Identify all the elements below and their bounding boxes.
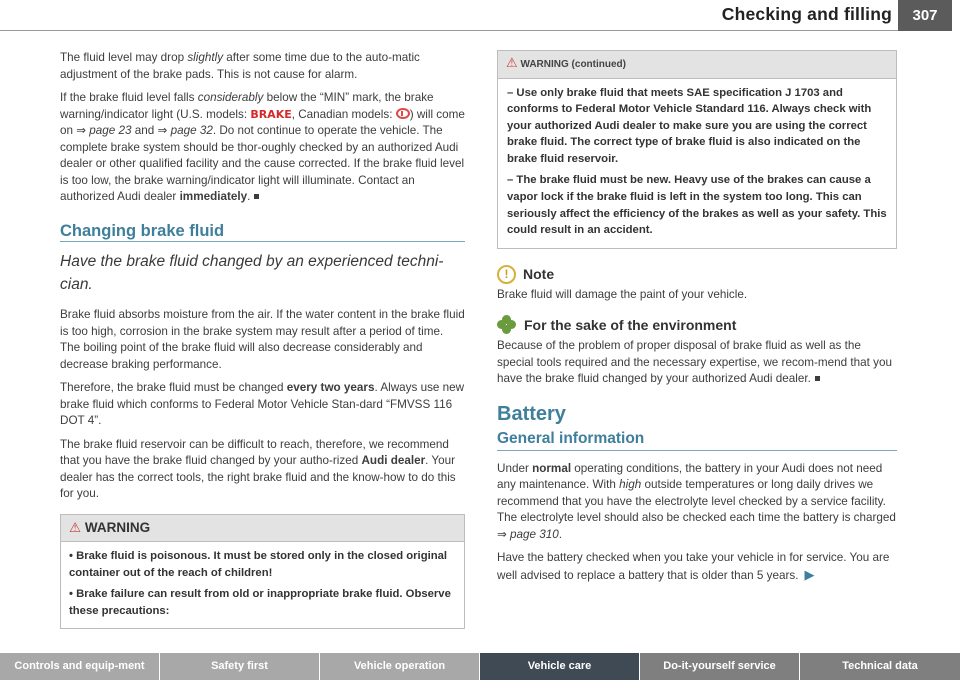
- left-column: [60, 50, 465, 629]
- paragraph-fluid-low: If the brake fluid level falls considerably below the “MIN” mark, the brake warning/indicator light (U.S. models: BRAKE, Canadian models: ) will come on ⇒ page 23 and ⇒ page 32. Do not continue to operate the vehicle. The complete brake system should be thor-oughly checked by an authorized Audi dealer or other qualified facility and the cause corrected. If the brake fluid level is too low, the brake warning/indicator light will illuminate. Contact an authorized Audi dealer immediately.: [60, 91, 465, 203]
- paragraph-reservoir: The brake fluid reservoir can be difficult to reach, therefore, we recommend that you have the brake fluid changed by your autho-rized Audi dealer. Your dealer has the correct tools, the right brake fluid and the know-how to do this for you.: [60, 437, 456, 500]
- page-reference-link[interactable]: page 32: [170, 124, 213, 137]
- warning-item: • Brake fluid is poisonous. It must be stored only in the closed original container out of the reach of children!: [69, 550, 448, 579]
- footer-nav: [0, 653, 960, 680]
- footer-tab-controls[interactable]: Controls and equip-ment: [0, 653, 160, 680]
- section-lead: Have the brake fluid changed by an experienced techni-cian.: [60, 253, 444, 293]
- warning-box: [60, 514, 465, 630]
- warning-body: [61, 542, 464, 628]
- header-rule: [0, 30, 925, 31]
- environment-text: Because of the problem of proper disposal of brake fluid as well as the special tools required and the necessary expertise, we recom-mend that you have the brake fluid changed by your authorized Audi dealer.: [497, 339, 892, 386]
- warning-item: – The brake fluid must be new. Heavy use of the brakes can cause a vapor lock if the brake fluid is left in the system too long. This can seriously affect the efficiency of the brakes as well as your safety. This could result in an accident.: [507, 174, 887, 237]
- warning-continued-body: [498, 79, 896, 248]
- paragraph-every-two-years: Therefore, the brake fluid must be changed every two years. Always use new brake fluid which conforms to Federal Motor Vehicle Stan-dard “FMVSS 116 DOT 4”.: [60, 381, 465, 427]
- end-of-section-icon: [254, 194, 259, 199]
- footer-tab-technical-data[interactable]: Technical data: [800, 653, 960, 680]
- paragraph-fluid-drop: The fluid level may drop slightly after some time due to the auto-matic adjustment of the brake pads. This is not cause for alarm.: [60, 51, 420, 81]
- warning-continued-box: [497, 50, 897, 249]
- chapter-title: Checking and filling: [721, 4, 892, 24]
- brake-warning-us-icon: BRAKE: [250, 107, 292, 121]
- page-reference-link[interactable]: page 310: [510, 527, 559, 541]
- next-page-arrow-icon[interactable]: ▶: [804, 566, 815, 582]
- paragraph-battery-maintenance: Under normal operating conditions, the battery in your Audi does not need any maintenance. With high outside temperatures or long daily drives we recommend that you have the electrolyte level checked by a service facility. The electrolyte level should also be checked each time the battery is charged ⇒ page 310.: [497, 461, 896, 541]
- brake-warning-canada-icon: [396, 108, 410, 119]
- environment-flower-icon: [497, 315, 517, 335]
- note-exclamation-icon: !: [497, 265, 516, 284]
- warning-title: ⚠ WARNING: [61, 515, 464, 543]
- chapter-heading-battery: Battery: [497, 402, 566, 425]
- warning-triangle-icon: ⚠: [506, 55, 518, 70]
- warning-item: • Brake failure can result from old or inappropriate brake fluid. Observe these precautions:: [69, 588, 451, 617]
- environment-heading: For the sake of the environment: [497, 315, 897, 335]
- note-text: Brake fluid will damage the paint of your vehicle.: [497, 287, 748, 301]
- warning-continued-title: ⚠ WARNING (continued): [498, 51, 896, 79]
- right-column: [497, 50, 897, 591]
- section-heading-changing-brake-fluid: Changing brake fluid: [60, 223, 465, 243]
- page-number: 307: [898, 0, 952, 31]
- warning-triangle-icon: ⚠: [69, 519, 82, 535]
- paragraph-moisture: Brake fluid absorbs moisture from the air. If the water content in the brake fluid is too high, corrosion in the brake system may result after a period of time. The boiling point of the brake fluid will also decrease considerably and decrease braking performance.: [60, 308, 465, 371]
- warning-item: – Use only brake fluid that meets SAE specification J 1703 and conforms to Federal Motor Vehicle Standard 116. Always check with your authorized Audi dealer to make sure you are using the correct brake fluid. The correct type of brake fluid is also indicated on the brake fluid reservoir.: [507, 86, 872, 165]
- note-heading: ! Note: [497, 265, 897, 284]
- paragraph-battery-check: Have the battery checked when you take your vehicle in for service. You are well advised to replace a battery that is older than 5 years. ▶: [497, 551, 890, 582]
- end-of-section-icon: [815, 376, 820, 381]
- page-reference-link[interactable]: page 23: [89, 124, 132, 137]
- footer-tab-vehicle-care[interactable]: Vehicle care: [480, 653, 640, 680]
- footer-tab-vehicle-operation[interactable]: Vehicle operation: [320, 653, 480, 680]
- section-heading-general-information: General information: [497, 431, 897, 451]
- footer-tab-diy-service[interactable]: Do-it-yourself service: [640, 653, 800, 680]
- footer-tab-safety[interactable]: Safety first: [160, 653, 320, 680]
